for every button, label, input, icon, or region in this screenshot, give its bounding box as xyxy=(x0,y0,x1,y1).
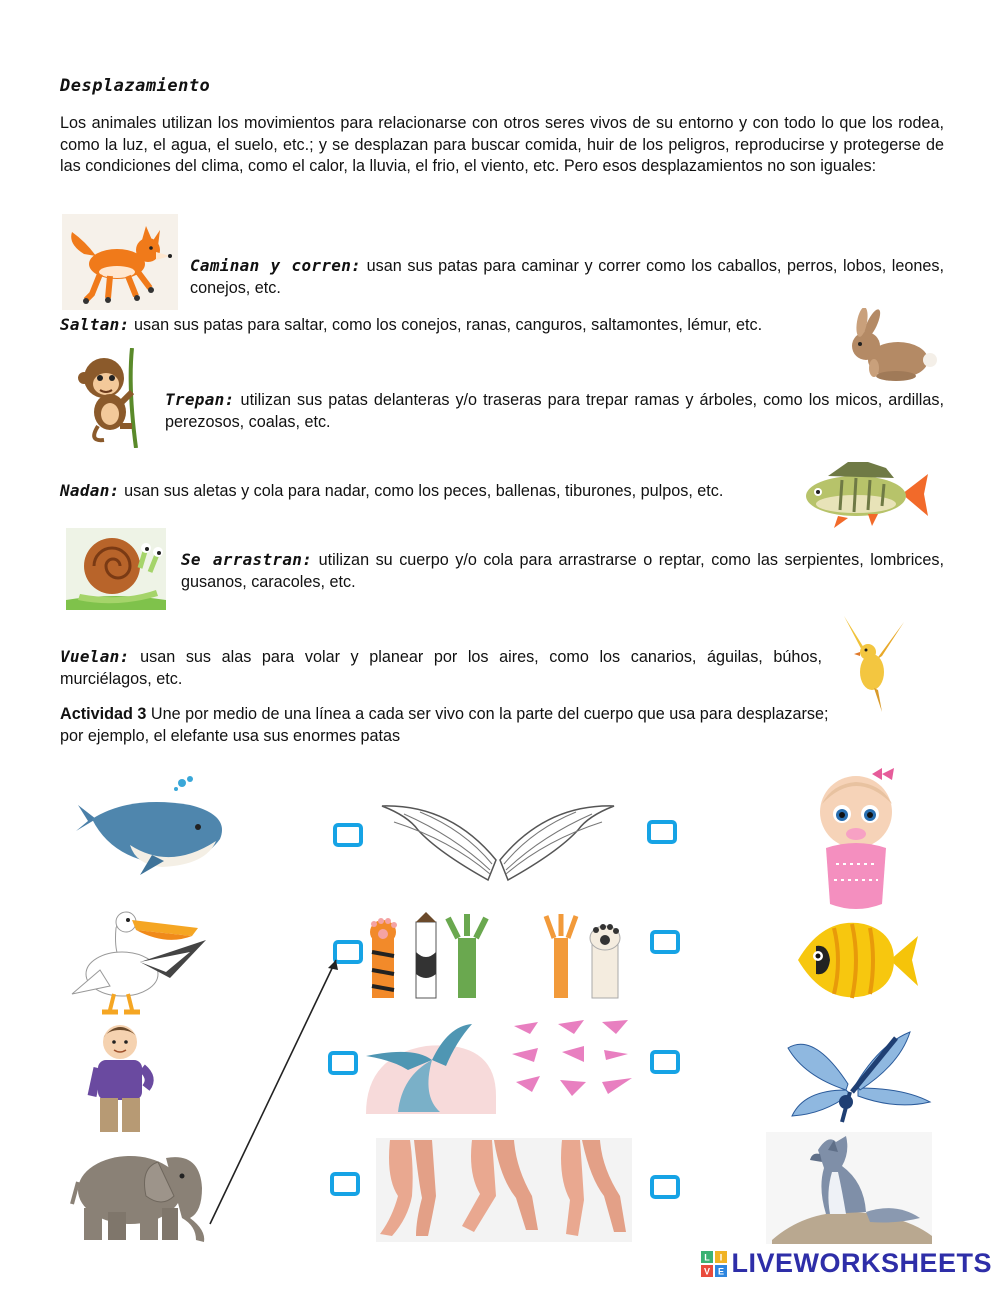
checkbox-fins-left[interactable] xyxy=(328,1051,358,1075)
man-image xyxy=(84,1022,160,1134)
logo-letter-e: E xyxy=(718,1266,725,1276)
text-walk-run: usan sus patas para caminar y correr como los caballos, perros, lobos, leones, conejos, etc. xyxy=(190,257,944,297)
human-legs-image xyxy=(376,1138,632,1242)
checkbox-human-legs-left[interactable] xyxy=(330,1172,360,1196)
item-fly xyxy=(60,646,822,690)
canary-image xyxy=(838,612,908,716)
text-jump: usan sus patas para saltar, como los conejos, ranas, canguros, saltamontes, lémur, etc. xyxy=(129,316,763,334)
dragonfly-image xyxy=(784,1028,932,1128)
term-jump: Saltan: xyxy=(60,315,130,334)
checkbox-human-legs-right[interactable] xyxy=(650,1175,680,1199)
fish-image xyxy=(798,458,930,530)
activity-label: Actividad 3 xyxy=(60,705,147,723)
logo-letter-l: L xyxy=(704,1252,711,1262)
rabbit-image xyxy=(838,308,938,382)
yellow-fish-image xyxy=(794,916,920,1006)
text-crawl: utilizan su cuerpo y/o cola para arrastrarse o reptar, como las serpientes, lombrices, gusanos, caracoles, etc. xyxy=(181,551,944,591)
text-climb: utilizan sus patas delanteras y/o traseras para trepar ramas y árboles, como los micos, ardillas, perezosos, coalas, etc. xyxy=(165,391,944,431)
monkey-image xyxy=(70,348,166,448)
checkbox-animal-legs-right[interactable] xyxy=(650,930,680,954)
checkbox-wings-right[interactable] xyxy=(647,820,677,844)
whale-image xyxy=(70,775,230,879)
liveworksheets-brand xyxy=(701,1248,992,1279)
activity-text: Une por medio de una línea a cada ser vivo con la parte del cuerpo que usa para desplazarse; por ejemplo, el elefante usa sus enormes patas xyxy=(60,705,829,745)
text-swim: usan sus aletas y cola para nadar, como los peces, ballenas, tiburones, pulpos, etc. xyxy=(119,482,724,500)
term-fly: Vuelan: xyxy=(60,647,130,666)
checkbox-animal-legs-left[interactable] xyxy=(333,940,363,964)
checkbox-fins-right[interactable] xyxy=(650,1050,680,1074)
page-title: Desplazamiento xyxy=(60,76,211,96)
item-crawl xyxy=(181,549,944,593)
logo-letter-i: I xyxy=(720,1252,723,1262)
activity-instruction xyxy=(60,704,830,747)
liveworksheets-logo-icon xyxy=(701,1251,727,1277)
term-crawl: Se arrastran: xyxy=(181,550,313,569)
item-climb xyxy=(165,389,944,433)
item-swim xyxy=(60,480,784,503)
text-fly: usan sus alas para volar y planear por los aires, como los canarios, águilas, búhos, murciélagos, etc. xyxy=(60,648,822,688)
checkbox-wings-left[interactable] xyxy=(333,823,363,847)
fins-image xyxy=(362,1016,642,1116)
wolf-image xyxy=(766,1132,932,1244)
animal-legs-image xyxy=(368,912,630,1000)
elephant-image xyxy=(70,1138,216,1242)
fox-image xyxy=(62,214,178,310)
term-climb: Trepan: xyxy=(165,390,235,409)
snail-image xyxy=(66,528,166,610)
baby-image xyxy=(812,768,900,910)
term-swim: Nadan: xyxy=(60,481,120,500)
intro-paragraph: Los animales utilizan los movimientos para relacionarse con otros seres vivos de su entorno y con todo lo que los rodea, como la luz, el agua, el suelo, etc.; y se desplazan para buscar comida, huir de los peligros, reproducirse y protegerse de las condiciones del clima, como el calor, la lluvia, el frio, el viento, etc. Pero esos desplazamientos no son iguales: xyxy=(60,114,944,175)
liveworksheets-wordmark: LIVEWORKSHEETS xyxy=(731,1248,992,1278)
item-walk-run xyxy=(190,255,944,299)
term-walk-run: Caminan y corren: xyxy=(190,256,362,275)
pelican-image xyxy=(70,910,212,1018)
item-jump xyxy=(60,314,835,337)
logo-letter-v: V xyxy=(704,1266,711,1276)
wings-image xyxy=(380,800,616,888)
